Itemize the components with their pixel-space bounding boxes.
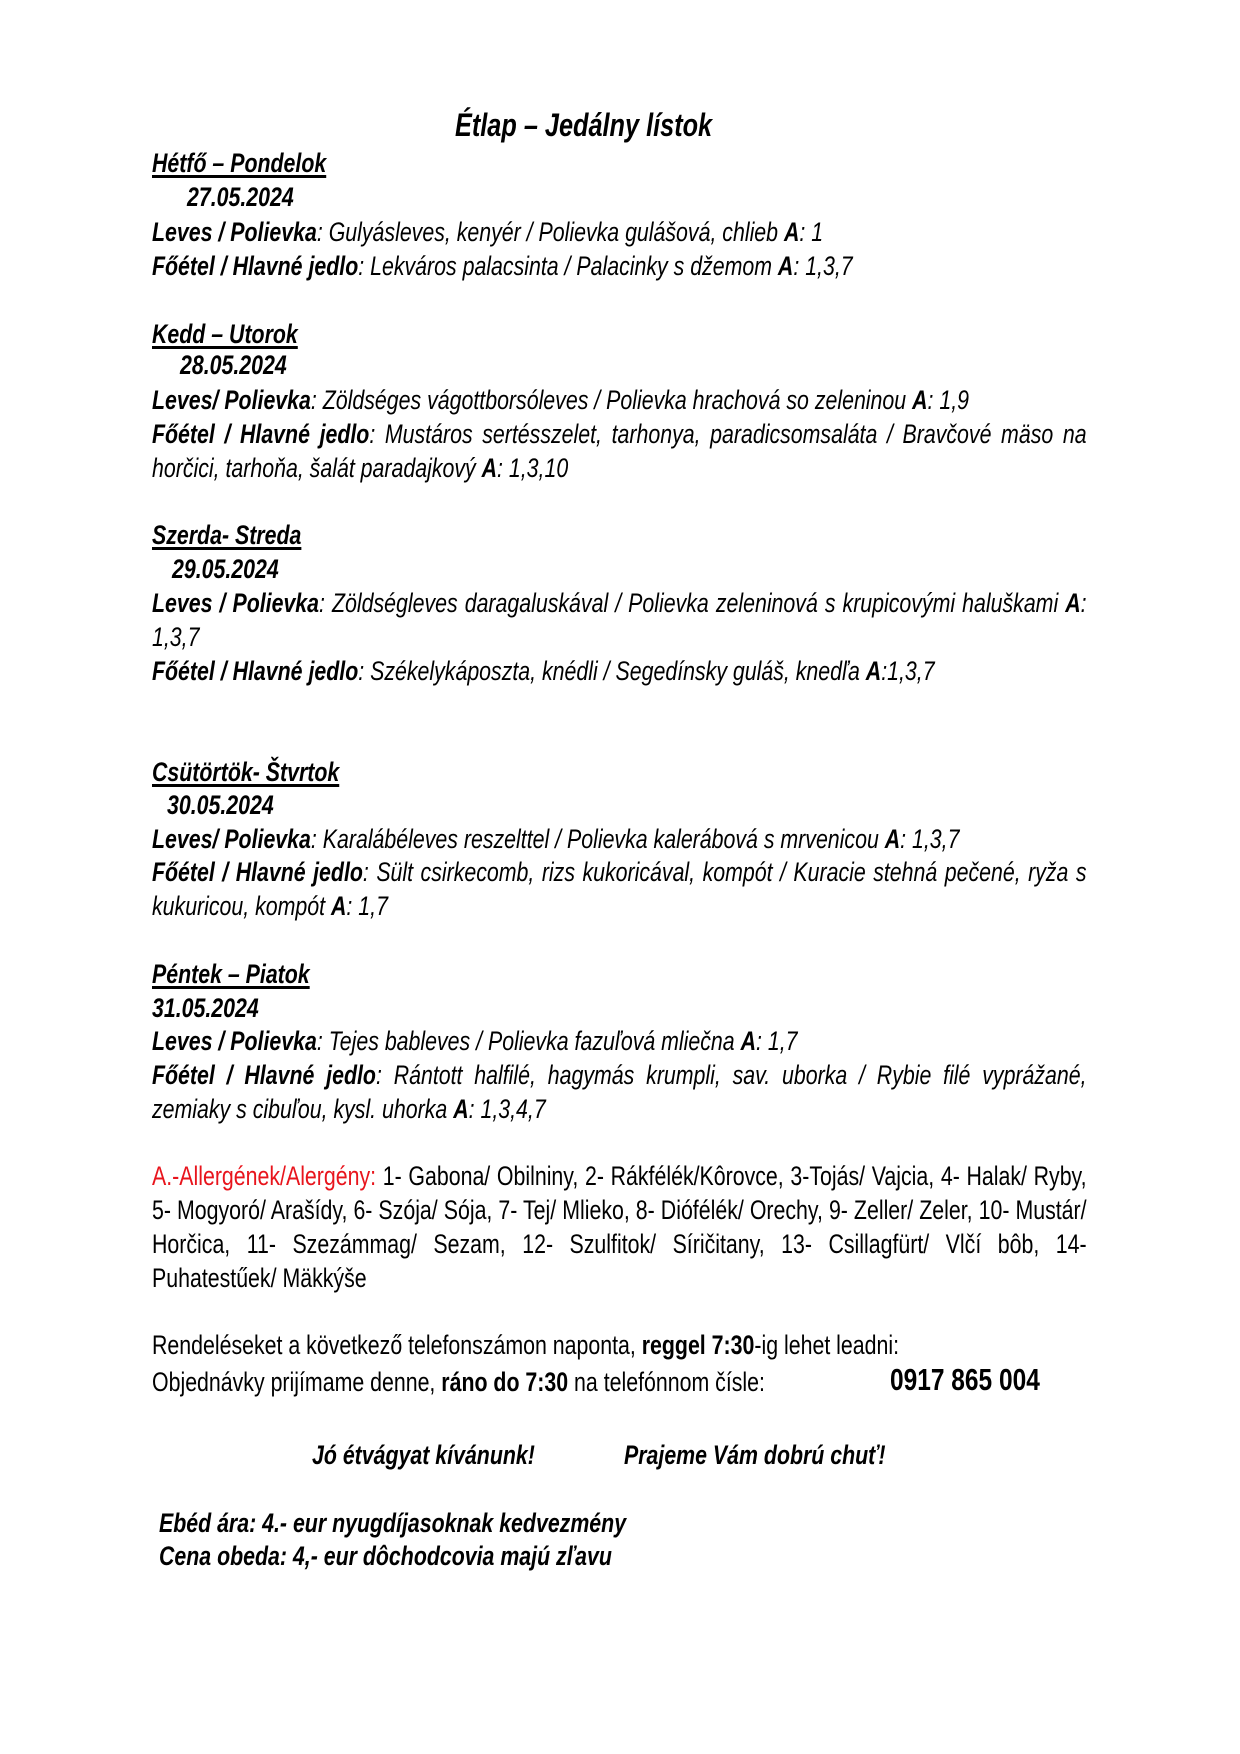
main-course-line: Főétel / Hlavné jedlo: Rántott halfilé, hagymás krumpli, sav. uborka / Rybie filé vyprážané, zemiaky s cibuľou, kysl. uhorka A: 1,3,4,7 <box>152 1060 1087 1124</box>
soup-label: Leves / Polievka <box>152 217 317 247</box>
allergen-marker: A <box>453 1094 469 1124</box>
allergen-legend-label: A.-Allergének/Alergény: <box>152 1161 377 1191</box>
soup-label: Leves / Polievka <box>152 588 320 618</box>
soup-allergens: 1 <box>805 217 824 247</box>
day-heading: Hétfő – Pondelok <box>152 148 327 178</box>
price-hu: Ebéd ára: 4.- eur nyugdíjasoknak kedvezmény <box>159 1508 627 1538</box>
main-text: Lekváros palacsinta / Palacinky s džemom <box>364 251 778 281</box>
allergen-marker: A <box>884 824 901 854</box>
allergen-marker: A <box>481 453 498 483</box>
main-course-line: Főétel / Hlavné jedlo: Lekváros palacsinta / Palacinky s džemom A: 1,3,7 <box>152 251 853 281</box>
greeting-hu: Jó étvágyat kívánunk! <box>312 1440 535 1470</box>
soup-text: Tejes bableves / Polievka fazuľová mliečna <box>322 1026 741 1056</box>
main-label: Főétel / Hlavné jedlo <box>152 251 359 281</box>
allergen-marker: A <box>865 656 882 686</box>
soup-text: Karalábéleves reszelttel / Polievka kalerábová s mrvenicou <box>316 824 885 854</box>
main-text: Mustáros sertésszelet, tarhonya, paradicsomsaláta / Bravčové mäso na horčici, tarhoňa, šalát paradajkový <box>152 419 1087 483</box>
day-date: 30.05.2024 <box>167 790 274 820</box>
allergen-legend-text: 1- Gabona/ Obilniny, 2- Rákfélék/Kôrovce, 3-Tojás/ Vajcia, 4- Halak/ Ryby, 5- Mogyoró/ Arašídy, 6- Szója/ Sója, 7- Tej/ Mlieko, 8- Diófélék/ Orechy, 9- Zeller/ Zeler, 10- Mustár/ Horčica, 11- Szezámmag/ Sezam, 12- Szulfitok/ Síričitany, 13- Csillagfürt/ Vlčí bôb, 14- Puhatestűek/ Mäkkýše <box>152 1161 1087 1293</box>
main-course-line: Főétel / Hlavné jedlo: Sült csirkecomb, rizs kukoricával, kompót / Kuracie stehná pečené, ryža s kukuricou, kompót A: 1,7 <box>152 857 1087 921</box>
main-allergens: 1,7 <box>352 891 388 921</box>
day-heading: Kedd – Utorok <box>152 319 298 349</box>
allergen-legend <box>152 1159 1087 1295</box>
main-text: Székelykáposzta, knédli / Segedínsky guláš, knedľa <box>364 656 866 686</box>
main-text: Rántott halfilé, hagymás krumpli, sav. uborka / Rybie filé vyprážané, zemiaky s cibuľou, kysl. uhorka <box>152 1060 1087 1124</box>
main-label: Főétel / Hlavné jedlo <box>152 656 359 686</box>
day-date: 27.05.2024 <box>187 182 294 212</box>
main-course-line: Főétel / Hlavné jedlo: Mustáros sertésszelet, tarhonya, paradicsomsaláta / Bravčové mäso na horčici, tarhoňa, šalát paradajkový A: 1,3,10 <box>152 419 1087 483</box>
allergen-marker: A <box>912 385 928 415</box>
main-label: Főétel / Hlavné jedlo <box>152 857 363 887</box>
soup-label: Leves/ Polievka <box>152 824 311 854</box>
allergen-marker: A <box>777 251 794 281</box>
orders-sk <box>152 1365 765 1399</box>
allergen-marker: A <box>331 891 347 921</box>
main-text: Sült csirkecomb, rizs kukoricával, kompót / Kuracie stehná pečené, ryža s kukuricou, kompót <box>152 857 1087 921</box>
main-allergens: 1,3,7 <box>799 251 853 281</box>
orders-hu <box>152 1328 899 1362</box>
main-allergens: 1,3,7 <box>887 656 935 686</box>
soup-text: Gulyásleves, kenyér / Polievka gulášová, chlieb <box>322 217 784 247</box>
main-label: Főétel / Hlavné jedlo <box>152 419 370 449</box>
soup-allergens: 1,7 <box>761 1026 798 1056</box>
orders-hu-time: reggel 7:30 <box>641 1330 755 1360</box>
soup-label: Leves/ Polievka <box>152 385 311 415</box>
allergen-marker: A <box>1065 588 1081 618</box>
orders-hu-text-end: -ig lehet leadni: <box>754 1330 900 1360</box>
soup-text: Zöldségleves daragaluskával / Polievka zeleninová s krupicovými haluškami <box>324 588 1066 618</box>
greeting-sk: Prajeme Vám dobrú chuť! <box>624 1440 886 1470</box>
orders-sk-time: ráno do 7:30 <box>441 1367 569 1397</box>
soup-line: Leves / Polievka: Tejes bableves / Polievka fazuľová mliečna A: 1,7 <box>152 1026 798 1056</box>
soup-line: Leves / Polievka: Zöldségleves daragaluskával / Polievka zeleninová s krupicovými haluškami A: 1,3,7 <box>152 588 1087 652</box>
soup-text: Zöldséges vágottborsóleves / Polievka hrachová so zeleninou <box>316 385 913 415</box>
orders-sk-text: Objednávky prijímame denne, <box>152 1367 442 1397</box>
soup-allergens: 1,3,7 <box>906 824 960 854</box>
main-allergens: 1,3,10 <box>502 453 569 483</box>
allergen-marker: A <box>783 217 800 247</box>
allergen-marker: A <box>740 1026 756 1056</box>
soup-line: Leves / Polievka: Gulyásleves, kenyér / Polievka gulášová, chlieb A: 1 <box>152 217 824 247</box>
day-date: 31.05.2024 <box>152 993 259 1023</box>
soup-label: Leves / Polievka <box>152 1026 317 1056</box>
orders-hu-text: Rendeléseket a következő telefonszámon naponta, <box>152 1330 642 1360</box>
orders-sk-text-end: na telefónnom čísle: <box>568 1367 765 1397</box>
main-label: Főétel / Hlavné jedlo <box>152 1060 376 1090</box>
main-course-line: Főétel / Hlavné jedlo: Székelykáposzta, knédli / Segedínsky guláš, knedľa A:1,3,7 <box>152 656 935 686</box>
price-sk: Cena obeda: 4,- eur dôchodcovia majú zľavu <box>159 1541 612 1571</box>
main-allergens: 1,3,4,7 <box>474 1094 546 1124</box>
soup-allergens: 1,3,7 <box>152 622 200 652</box>
day-heading: Péntek – Piatok <box>152 959 310 989</box>
soup-line: Leves/ Polievka: Karalábéleves reszelttel / Polievka kalerábová s mrvenicou A: 1,3,7 <box>152 824 960 854</box>
day-date: 28.05.2024 <box>180 350 287 380</box>
day-heading: Csütörtök- Štvrtok <box>152 757 340 787</box>
day-date: 29.05.2024 <box>172 554 279 584</box>
page-title: Étlap – Jedálny lístok <box>455 107 713 143</box>
phone-number: 0917 865 004 <box>890 1362 1040 1397</box>
soup-allergens: 1,9 <box>933 385 969 415</box>
soup-line: Leves/ Polievka: Zöldséges vágottborsóleves / Polievka hrachová so zeleninou A: 1,9 <box>152 385 969 415</box>
day-heading: Szerda- Streda <box>152 520 302 550</box>
